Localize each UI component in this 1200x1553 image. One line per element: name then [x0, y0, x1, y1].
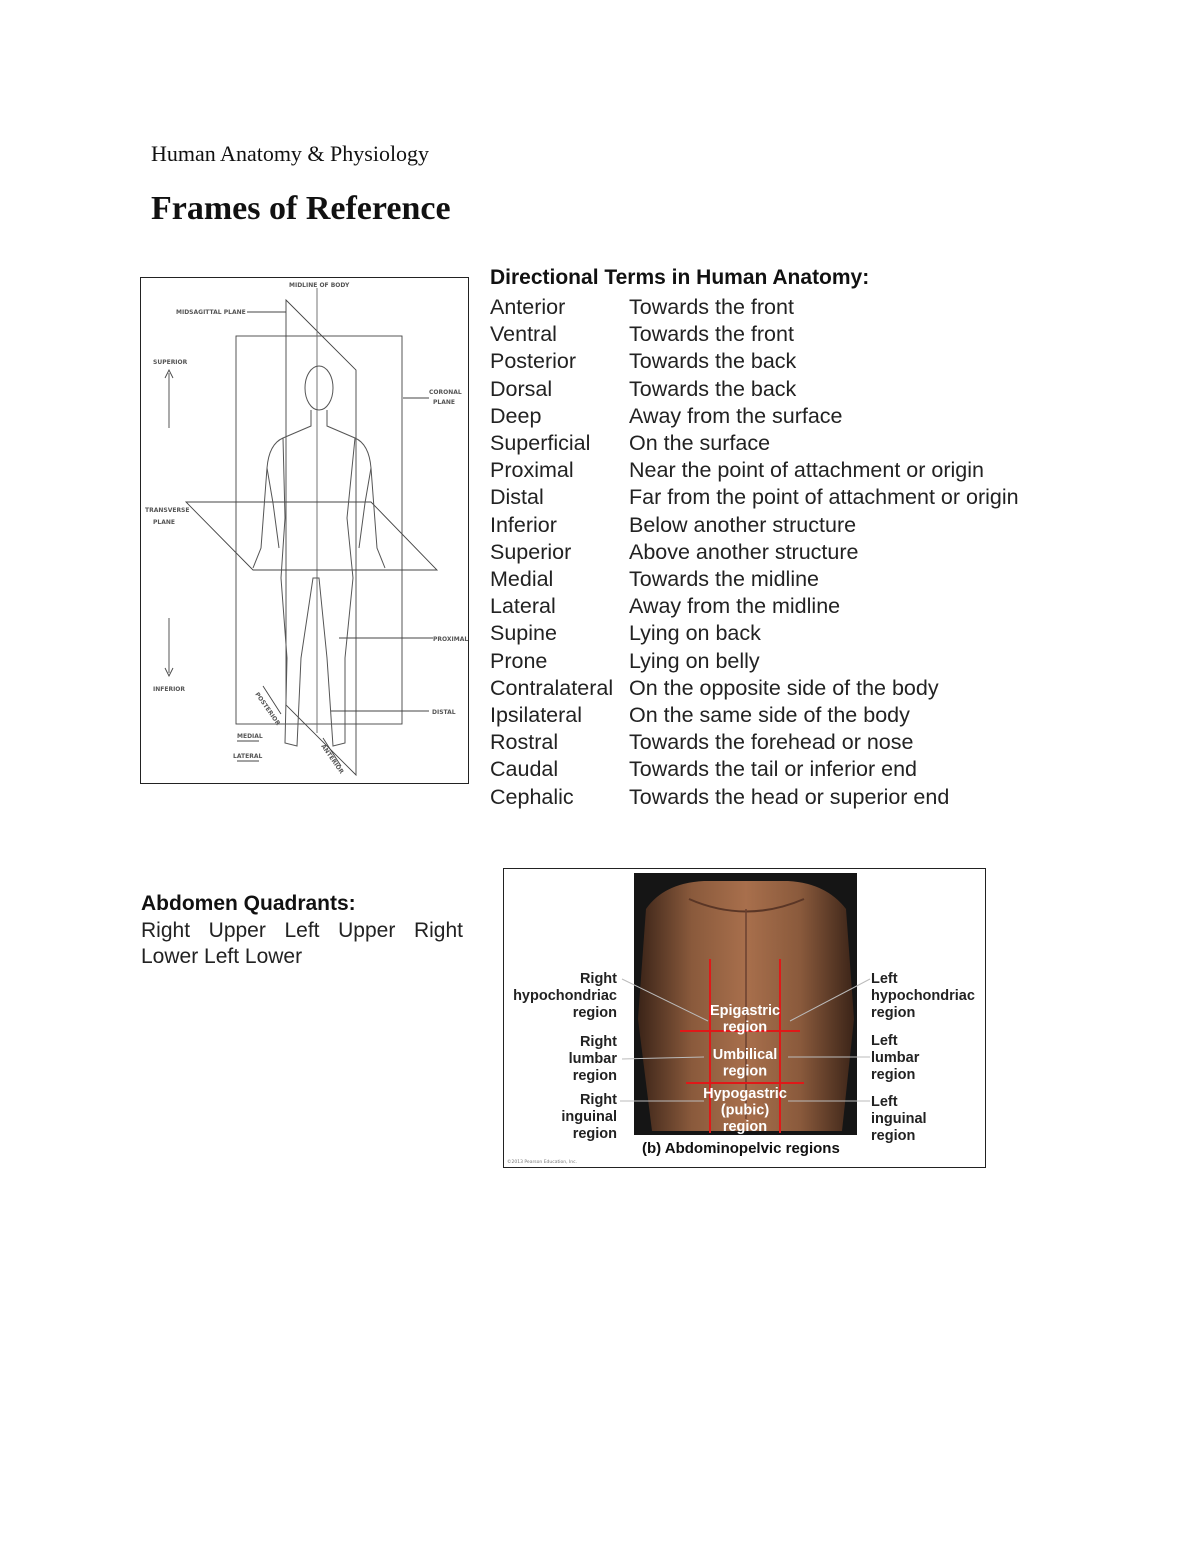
term-row	[490, 620, 1019, 647]
term-row	[490, 430, 1019, 457]
term-name: Ventral	[490, 322, 557, 347]
term-name: Medial	[490, 567, 554, 592]
term-definition: Towards the back	[629, 376, 797, 401]
term-name: Distal	[490, 485, 544, 510]
term-name: Posterior	[490, 349, 577, 374]
region-label-line: hypochondriac	[513, 988, 617, 1004]
term-row	[490, 756, 1019, 783]
region-label-line: inguinal	[561, 1109, 617, 1125]
term-row	[490, 539, 1019, 566]
term-definition: On the same side of the body	[629, 703, 910, 728]
term-row	[490, 457, 1019, 484]
term-definition: Towards the front	[629, 295, 794, 319]
term-name: Rostral	[490, 730, 559, 755]
term-definition: Towards the midline	[629, 567, 820, 592]
label-midline: MIDLINE OF BODY	[289, 282, 350, 289]
term-definition: Towards the tail or inferior end	[629, 757, 918, 782]
term-definition: On the opposite side of the body	[629, 675, 939, 700]
region-label-line: region	[871, 1005, 916, 1021]
term-name: Caudal	[490, 757, 559, 782]
term-name: Cephalic	[490, 784, 574, 809]
label-lateral: LATERAL	[233, 753, 263, 760]
term-row	[490, 376, 1019, 403]
figure-copyright: ©2013 Pearson Education, Inc.	[507, 1160, 578, 1165]
label-posterior: POSTERIOR	[253, 691, 282, 727]
term-name: Superficial	[490, 431, 591, 456]
region-label-line: region	[722, 1019, 768, 1036]
label-transverse-2: PLANE	[153, 519, 175, 526]
term-row	[490, 566, 1019, 593]
term-name: Prone	[490, 648, 548, 673]
term-name: Dorsal	[490, 376, 553, 401]
term-name: Proximal	[490, 458, 574, 483]
label-coronal: CORONAL	[429, 389, 462, 396]
region-label-line: hypochondriac	[871, 988, 975, 1004]
term-row	[490, 729, 1019, 756]
term-name: Deep	[490, 403, 542, 428]
term-definition: Towards the back	[629, 349, 797, 374]
label-distal: DISTAL	[432, 709, 456, 716]
term-definition: Far from the point of attachment or origin	[629, 485, 1019, 510]
abdomen-quadrants-text: Right Upper Left Upper Right Lower Left Lower	[141, 919, 463, 968]
region-label-line: Right	[579, 971, 617, 987]
coronal-plane-shape	[236, 336, 402, 724]
term-row	[490, 648, 1019, 675]
planes-diagram	[141, 278, 470, 785]
region-label-line: region	[722, 1063, 768, 1080]
term-row	[490, 675, 1019, 702]
term-name: Ipsilateral	[490, 703, 583, 728]
term-name: Supine	[490, 621, 557, 646]
region-label-line: region	[871, 1067, 916, 1083]
label-coronal-2: PLANE	[433, 399, 455, 406]
region-label-line: region	[572, 1126, 617, 1142]
page-title: Frames of Reference	[151, 190, 451, 227]
anatomical-planes-figure	[140, 277, 469, 784]
label-inferior: INFERIOR	[153, 686, 186, 693]
left-region-labels	[513, 971, 617, 1142]
region-label-line: Right	[579, 1034, 617, 1050]
course-title: Human Anatomy & Physiology	[151, 141, 430, 166]
region-label-line: inguinal	[871, 1111, 927, 1127]
directional-terms-list	[490, 294, 1019, 811]
region-label-line: Epigastric	[709, 1003, 781, 1019]
term-definition: Towards the forehead or nose	[629, 730, 914, 755]
region-label-line: Left	[871, 1033, 898, 1049]
term-definition: Near the point of attachment or origin	[629, 458, 984, 483]
label-medial: MEDIAL	[237, 733, 263, 740]
term-row	[490, 348, 1019, 375]
label-transverse: TRANSVERSE	[145, 507, 190, 514]
term-row	[490, 593, 1019, 620]
term-row	[490, 784, 1019, 811]
term-row	[490, 403, 1019, 430]
abdominopelvic-regions-figure	[503, 868, 986, 1168]
term-definition: Lying on back	[629, 621, 761, 646]
term-definition: Towards the head or superior end	[629, 784, 950, 809]
term-name: Inferior	[490, 512, 557, 537]
term-row	[490, 321, 1019, 348]
region-label-line: Left	[871, 1094, 898, 1110]
region-label-line: Hypogastric	[703, 1086, 787, 1102]
region-label-line: (pubic)	[720, 1102, 770, 1119]
term-definition: On the surface	[629, 431, 771, 456]
term-row	[490, 702, 1019, 729]
term-definition: Away from the midline	[629, 594, 841, 619]
region-label-line: Umbilical	[712, 1047, 778, 1063]
label-proximal: PROXIMAL	[433, 636, 469, 643]
term-definition: Lying on belly	[629, 648, 760, 673]
term-definition: Above another structure	[629, 539, 859, 564]
term-name: Contralateral	[490, 675, 614, 700]
region-label-line: region	[722, 1119, 768, 1135]
region-label-line: lumbar	[871, 1050, 920, 1066]
region-label-line: Left	[871, 971, 898, 987]
term-name: Anterior	[490, 295, 566, 319]
region-label-line: Right	[579, 1092, 617, 1108]
term-definition: Below another structure	[629, 512, 857, 537]
body-outline	[253, 366, 385, 746]
term-row	[490, 294, 1019, 321]
region-label-line: region	[572, 1068, 617, 1084]
term-row	[490, 512, 1019, 539]
label-superior: SUPERIOR	[153, 359, 188, 366]
abdomen-quadrants-heading: Abdomen Quadrants:	[141, 892, 356, 915]
term-definition: Towards the front	[629, 322, 794, 347]
region-label-line: region	[871, 1128, 916, 1144]
term-name: Superior	[490, 539, 572, 564]
label-midsagittal: MIDSAGITTAL PLANE	[176, 309, 246, 316]
term-definition: Away from the surface	[629, 403, 843, 428]
regions-diagram	[504, 869, 987, 1169]
term-row	[490, 484, 1019, 511]
region-label-line: lumbar	[568, 1051, 617, 1067]
right-region-labels	[871, 971, 975, 1144]
figure-caption: (b) Abdominopelvic regions	[642, 1140, 840, 1157]
term-name: Lateral	[490, 594, 556, 619]
transverse-plane-shape	[186, 502, 437, 570]
label-anterior: ANTERIOR	[319, 743, 345, 776]
region-label-line: region	[572, 1005, 617, 1021]
directional-terms-heading: Directional Terms in Human Anatomy:	[490, 266, 870, 289]
